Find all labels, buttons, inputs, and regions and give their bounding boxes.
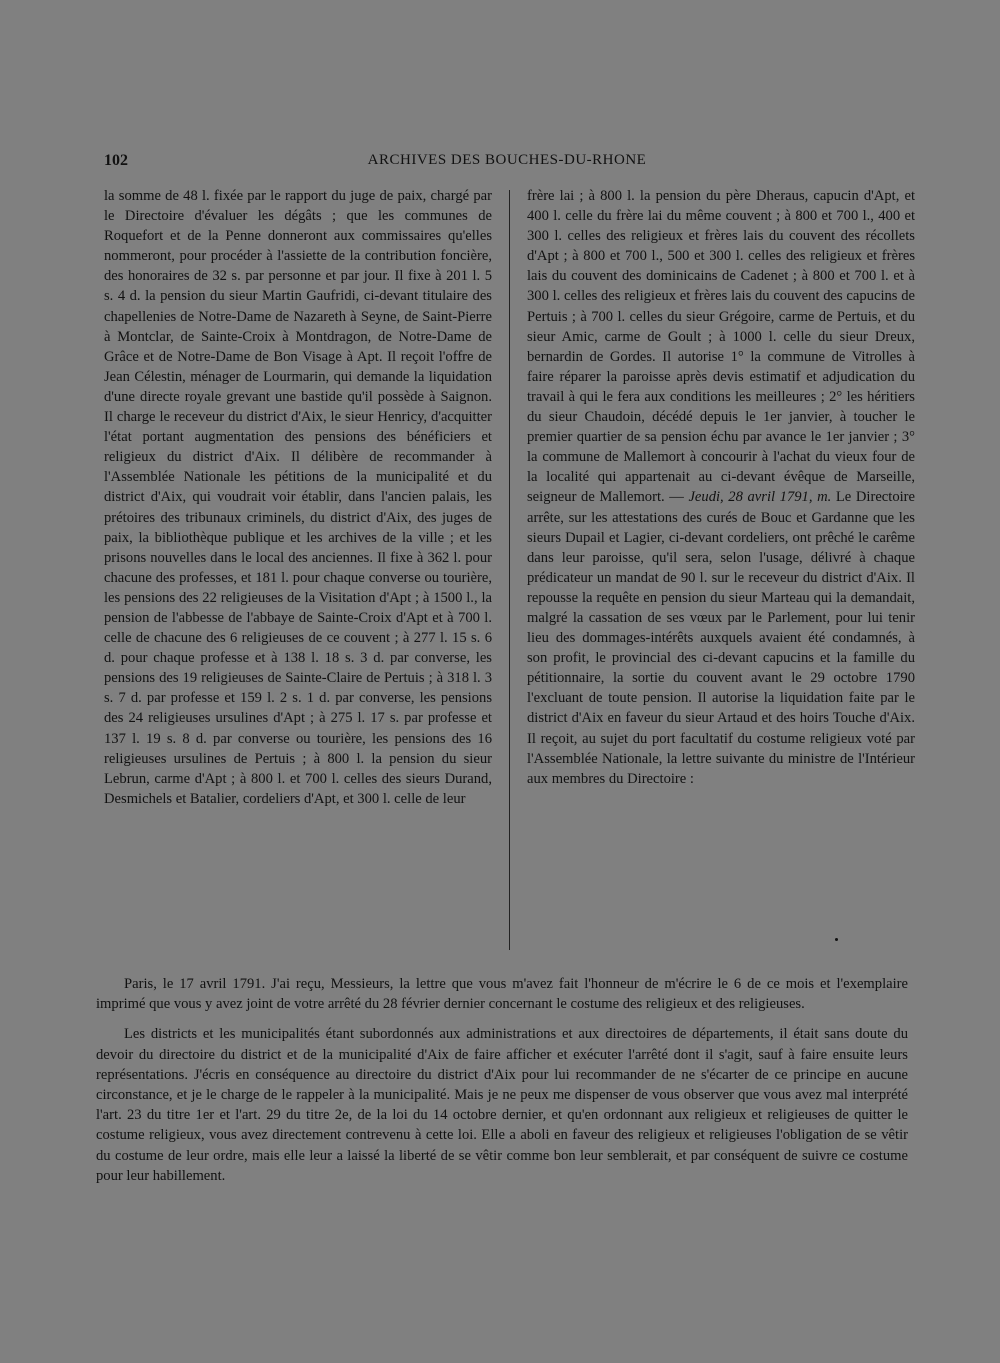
- right-column-text: [527, 186, 915, 789]
- page-number: 102: [104, 152, 128, 169]
- letter-block: [96, 974, 908, 1186]
- running-title: ARCHIVES DES BOUCHES-DU-RHONE: [367, 152, 647, 168]
- left-column-text: la somme de 48 l. fixée par le rapport du juge de paix, chargé par le Directoire d'évaluer les dégâts ; que les communes de Roquefort et de la Penne donneront aux commissaires qu'elles nommeront, pour procéder à l'assiette de la contribution foncière, des honoraires de 32 s. par personne et par jour. Il fixe à 201 l. 5 s. 4 d. la pension du sieur Martin Gaufridi, ci-devant titulaire des chapellenies de Notre-Dame de Nazareth à Seyne, de Saint-Pierre à Montclar, de Sainte-Croix à Montdragon, de Notre-Dame de Grâce et de Notre-Dame de Bon Visage à Apt. Il reçoit l'offre de Jean Célestin, ménager de Lourmarin, qui demande la liquidation d'une directe royale grevant une bastide qu'il possède à Saignon. Il charge le receveur du district d'Aix, le sieur Henricy, d'acquitter l'état portant augmentation des pensions des bénéficiers et religieux du district d'Aix. Il délibère de recommander à l'Assemblée Nationale les pétitions de la municipalité et du district d'Aix, qui voudrait voir établir, dans l'ancien palais, les prétoires des tribunaux criminels, du district d'Aix, des juges de paix, la bibliothèque publique et les archives de la ville ; et les prisons nouvelles dans le local des anciennes. Il fixe à 362 l. pour chacune des professes, et 181 l. pour chaque converse ou tourière, les pensions des 22 religieuses de la Visitation d'Apt ; à 1500 l., la pension de l'abbesse de l'abbaye de Sainte-Croix d'Apt et à 700 l. celle de chacune des 6 religieuses de ce couvent ; à 277 l. 15 s. 6 d. pour chaque professe et à 138 l. 18 s. 3 d. par converse, les pensions des 19 religieuses de Sainte-Claire de Pertuis ; à 318 l. 3 s. 7 d. par professe et 159 l. 2 s. 1 d. par converse, les pensions des 24 religieuses ursulines d'Apt ; à 275 l. 17 s. par professe et 137 l. 19 s. 8 d. par converse ou tourière, les pensions des 16 religieuses ursulines de Pertuis ; à 800 l. la pension du sieur Lebrun, carme d'Apt ; à 800 l. et 700 l. celles des sieurs Durand, Desmichels et Batalier, cordeliers d'Apt, et 300 l. celle de leur: [104, 188, 492, 807]
- right-text-part-2: Le Directoire arrête, sur les attestations des curés de Bouc et Gardanne que les sieurs Dupail et Lagier, ci-devant cordeliers, ont prêché le carême dans leur paroisse, qu'il sera, selon l'usage, délivré à chaque prédicateur un mandat de 90 l. sur le receveur du district d'Aix. Il repousse la requête en pension du sieur Marteau qui la demandait, malgré la cassation de ses vœux par le Parlement, pour lui tenir lieu des dommages-intérêts auxquels avaient été condamnés, à son profit, le provincial des ci-devant capucins et la famille du pétitionnaire, la sortie du couvent avant le 29 octobre 1790 l'excluant de toute pension. Il autorise la liquidation faite par le district d'Aix en faveur du sieur Artaud et des hoirs Touche d'Aix. Il reçoit, au sujet du port facultatif du costume religieux voté par l'Assemblée Nationale, la lettre suivante du ministre de l'Intérieur aux membres du Directoire :: [527, 489, 916, 787]
- ink-speck: [835, 938, 838, 941]
- right-text-part-1: frère lai ; à 800 l. la pension du père Dheraus, capucin d'Apt, et 400 l. celle du frère lai du même couvent ; à 800 et 700 l., 400 et 300 l. celles des religieux et frères lais du couvent des récollets d'Apt ; à 800 et 700 l., 500 et 300 l. celles des religieux et frères lais du couvent des dominicains de Cadenet ; à 800 et 700 l. et à 300 l. celles des religieux et frères lais du couvent des capucins de Pertuis ; à 700 l. celles du sieur Grégoire, carme de Pertuis, et du sieur Amic, carme de Goult ; à 1000 l. celle du sieur Dreux, bernardin de Gordes. Il autorise 1° la commune de Vitrolles à faire réparer la paroisse après devis estimatif et adjudication du travail à qui le fera aux conditions les meilleures ; 2° les héritiers du sieur Chaudoin, décédé depuis le 1er janvier, à toucher le premier quartier de sa pension échu par avance le 1er janvier ; 3° la commune de Mallemort à concourir à l'achat du vieux four de la localité qui appartenait au ci-devant évêque de Marseille, seigneur de Mallemort. —: [527, 188, 915, 506]
- session-date: Jeudi, 28 avril 1791, m.: [688, 489, 832, 506]
- page-header: [104, 152, 910, 176]
- left-column: [104, 186, 492, 809]
- letter-paragraph-2: Les districts et les municipalités étant subordonnés aux administrations et aux directoires de départements, il était sans doute du devoir du directoire du district et de la municipalité d'Aix de faire afficher et exécuter l'arrêté dont il s'agit, sauf à faire ensuite leurs représentations. J'écris en conséquence au directoire du district d'Aix pour lui recommander de ne s'écarter de ce principe en aucune circonstance, et je le charge de le rappeler à la municipalité. Mais je ne peux me dispenser de vous observer que vous avez mal interprété l'art. 23 du titre 1er et l'art. 29 du titre 2e, de la loi du 14 octobre dernier, et qu'en ordonnant aux religieux et religieuses de quitter le costume religieux, vous avez directement contrevenu à cette loi. Elle a aboli en faveur des religieux et religieuses l'obligation de se vêtir du costume de leur ordre, mais elle leur a laissé la liberté de se vêtir comme bon leur semblerait, et par conséquent de suivre ce costume pour leur habillement.: [96, 1026, 908, 1184]
- letter-paragraph-1: Paris, le 17 avril 1791. J'ai reçu, Messieurs, la lettre que vous m'avez fait l'honneur de m'écrire le 6 de ce mois et l'exemplaire imprimé que vous y avez joint de votre arrêté du 28 février dernier concernant le costume des religieux et des religieuses.: [96, 976, 908, 1013]
- right-column: [527, 186, 915, 789]
- column-divider: [509, 190, 510, 950]
